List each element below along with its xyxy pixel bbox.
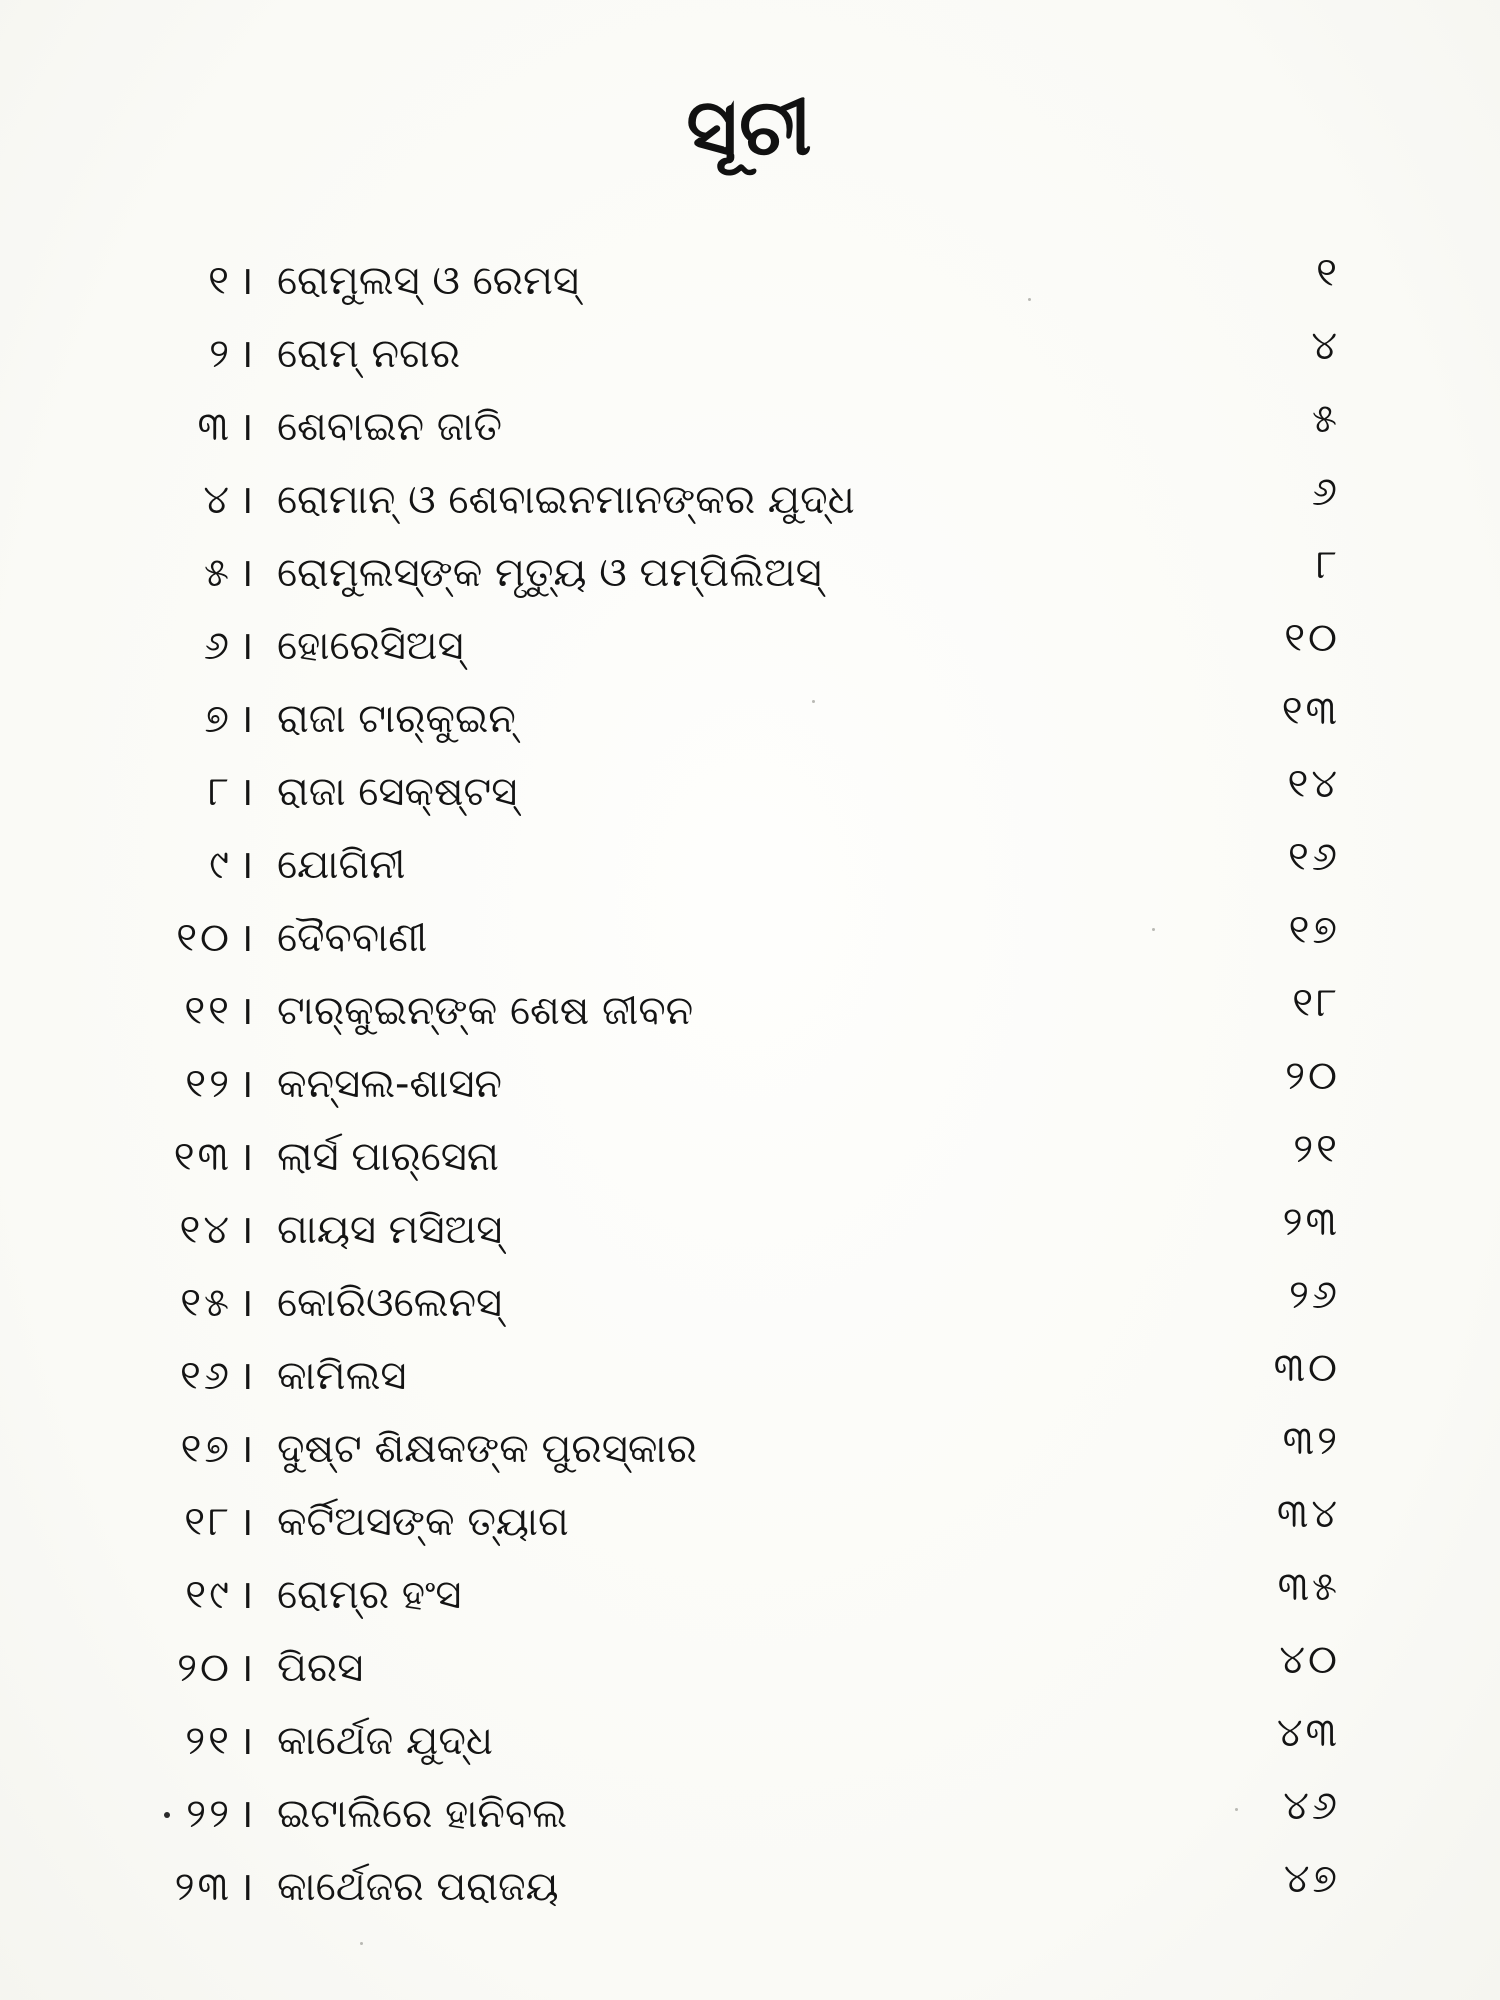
entry-separator: ।	[238, 1864, 254, 1910]
entry-page-number: ୪୩	[1276, 1710, 1340, 1756]
entry-number: ୭	[204, 696, 232, 742]
entry-title: ଲାର୍ସ ପାର୍‌ସେନା	[277, 1134, 499, 1180]
toc-entry	[0, 1194, 1500, 1267]
entry-number: ୨୩	[174, 1864, 232, 1910]
entry-page-number: ୩୪	[1276, 1491, 1340, 1537]
entry-separator: ।	[238, 769, 254, 815]
entry-separator: ।	[238, 404, 254, 450]
entry-separator: ।	[238, 331, 254, 377]
entry-number: ୧୩	[173, 1134, 232, 1180]
entry-number: ୨୧	[185, 1718, 232, 1764]
entry-title: କାମିଲସ	[277, 1353, 407, 1399]
entry-page-number: ୧୮	[1292, 980, 1340, 1026]
entry-separator: ।	[238, 550, 254, 596]
toc-entry	[0, 1486, 1500, 1559]
entry-separator: ।	[238, 696, 254, 742]
entry-number: ୧୭	[180, 1426, 232, 1472]
entry-page-number: ୧୪	[1287, 761, 1340, 807]
toc-entry	[0, 464, 1500, 537]
entry-page-number: ୨୦	[1285, 1053, 1340, 1099]
entry-title: ଇଟାଲିରେ ହାନିବଲ	[277, 1791, 568, 1837]
entry-number: ୧୦	[176, 915, 232, 961]
entry-page-number: ୩୫	[1277, 1564, 1340, 1610]
entry-separator: ।	[238, 477, 254, 523]
entry-separator: ।	[238, 1718, 254, 1764]
toc-entry	[0, 1121, 1500, 1194]
entry-page-number: ୪୦	[1279, 1637, 1340, 1683]
entry-title: ରୋମ୍ ନଗର	[277, 331, 461, 377]
entry-title: ଟାର୍‌କୁଇନ୍‌ଙ୍କ ଶେଷ ଜୀବନ	[277, 988, 694, 1034]
entry-title: କୋରିଓଲେନସ୍	[277, 1280, 503, 1326]
entry-separator: ।	[238, 1280, 254, 1326]
entry-page-number: ୪	[1311, 323, 1340, 369]
entry-title: ରୋମାନ୍ ଓ ଶେବାଇନମାନଙ୍କର ଯୁଦ୍ଧ	[277, 477, 855, 523]
entry-number: ୨୨	[186, 1791, 232, 1837]
toc-entry	[0, 1705, 1500, 1778]
scan-speck	[1028, 298, 1031, 301]
entry-title: ହୋରେସିଅସ୍	[277, 623, 464, 669]
entry-title: ଦୁଷ୍ଟ ଶିକ୍ଷକଙ୍କ ପୁରସ୍କାର	[277, 1426, 697, 1472]
toc-entry	[0, 829, 1500, 902]
entry-page-number: ୧୬	[1288, 834, 1340, 880]
entry-title: ରାଜା ଟାର୍‌କୁଇନ୍	[277, 696, 516, 742]
toc-entry	[0, 1632, 1500, 1705]
entry-number: ୧୬	[180, 1353, 232, 1399]
toc-entry	[0, 1851, 1500, 1924]
entry-page-number: ୧୦	[1284, 615, 1340, 661]
entry-separator: ।	[238, 1134, 254, 1180]
stray-ink-dot	[164, 1812, 170, 1818]
entry-page-number: ୨୬	[1288, 1272, 1340, 1318]
toc-entry	[0, 1340, 1500, 1413]
entry-title: ରୋମୁଲସ୍‌ଙ୍କ ମୃତ୍ୟୁ ଓ ପମ୍ପିଲିଅସ୍	[277, 550, 822, 596]
entry-page-number: ୪୬	[1283, 1783, 1340, 1829]
entry-title: ରାଜା ସେକ୍‌ଷ୍ଟସ୍	[277, 769, 518, 815]
entry-separator: ।	[238, 1572, 254, 1618]
scan-speck	[1152, 928, 1155, 931]
toc-entry	[0, 1559, 1500, 1632]
entry-number: ୩	[197, 404, 232, 450]
entry-page-number: ୧	[1316, 250, 1340, 296]
entry-page-number: ୨୩	[1282, 1199, 1340, 1245]
toc-entry	[0, 1267, 1500, 1340]
entry-separator: ।	[238, 915, 254, 961]
toc-entry	[0, 245, 1500, 318]
toc-entry	[0, 1778, 1500, 1851]
entry-separator: ।	[238, 258, 254, 304]
entry-page-number: ୨୧	[1293, 1126, 1340, 1172]
toc-entry	[0, 756, 1500, 829]
entry-title: ଦୈବବାଣୀ	[277, 915, 428, 961]
entry-page-number: ୮	[1316, 542, 1340, 588]
scan-speck	[812, 700, 815, 703]
entry-number: ୧୮	[184, 1499, 232, 1545]
entry-title: କାର୍ଥେଜର ପରାଜୟ	[277, 1864, 559, 1910]
table-of-contents	[0, 245, 1500, 1925]
entry-separator: ।	[238, 1426, 254, 1472]
toc-entry	[0, 683, 1500, 756]
entry-page-number: ୧୩	[1281, 688, 1340, 734]
entry-number: ୬	[203, 623, 232, 669]
toc-entry	[0, 902, 1500, 975]
toc-entry	[0, 975, 1500, 1048]
toc-entry	[0, 537, 1500, 610]
entry-number: ୧	[208, 258, 232, 304]
entry-title: ରୋମୁଲସ୍ ଓ ରେମସ୍	[277, 258, 579, 304]
toc-entry	[0, 1413, 1500, 1486]
entry-number: ୮	[208, 769, 232, 815]
entry-page-number: ୩୨	[1282, 1418, 1340, 1464]
entry-page-number: ୧୭	[1288, 907, 1340, 953]
entry-separator: ।	[238, 1499, 254, 1545]
entry-number: ୨୦	[177, 1645, 232, 1691]
entry-separator: ।	[238, 623, 254, 669]
entry-number: ୧୧	[184, 988, 232, 1034]
entry-separator: ।	[238, 1061, 254, 1107]
entry-number: ୨	[209, 331, 232, 377]
toc-entry	[0, 391, 1500, 464]
entry-separator: ।	[238, 1353, 254, 1399]
entry-number: ୫	[204, 550, 232, 596]
entry-number: ୧୨	[185, 1061, 232, 1107]
toc-entry	[0, 318, 1500, 391]
entry-separator: ।	[238, 842, 254, 888]
entry-number: ୧୪	[179, 1207, 232, 1253]
scan-speck	[1235, 1808, 1238, 1811]
scan-speck	[360, 1942, 363, 1945]
entry-separator: ।	[238, 1645, 254, 1691]
entry-title: କନ୍‌ସଲ-ଶାସନ	[277, 1061, 502, 1107]
toc-entry	[0, 610, 1500, 683]
entry-title: ଯୋଗିନୀ	[277, 842, 406, 888]
entry-number: ୯	[209, 842, 232, 888]
entry-page-number: ୬	[1311, 469, 1340, 515]
entry-title: ରୋମ୍‌ର ହଂସ	[277, 1572, 462, 1618]
entry-number: ୧୯	[185, 1572, 232, 1618]
entry-title: କାର୍ଥେଜ ଯୁଦ୍ଧ	[277, 1718, 493, 1764]
entry-title: ଶେବାଇନ ଜାତି	[277, 404, 503, 450]
entry-separator: ।	[238, 1207, 254, 1253]
entry-page-number: ୪୭	[1283, 1856, 1340, 1902]
entry-number: ୧୫	[180, 1280, 232, 1326]
entry-separator: ।	[238, 988, 254, 1034]
entry-page-number: ୩୦	[1273, 1345, 1340, 1391]
entry-number: ୪	[203, 477, 232, 523]
entry-title: କର୍ଟିଅସଙ୍କ ତ୍ୟାଗ	[277, 1499, 569, 1545]
toc-entry	[0, 1048, 1500, 1121]
entry-title: ପିରସ	[277, 1645, 364, 1691]
page-title: ସୂଚୀ	[686, 83, 814, 173]
entry-page-number: ୫	[1312, 396, 1340, 442]
entry-separator: ।	[238, 1791, 254, 1837]
entry-title: ଗାୟସ ମସିଅସ୍	[277, 1207, 503, 1253]
